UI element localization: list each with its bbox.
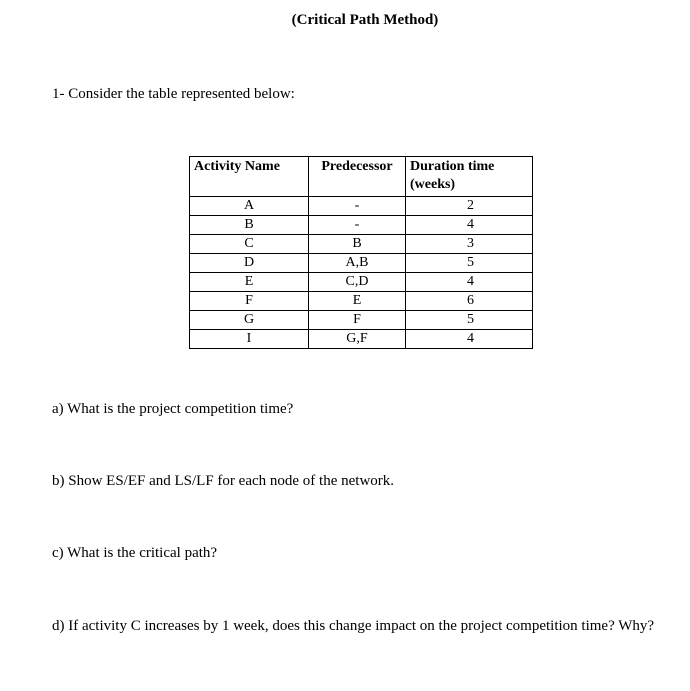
- cell-activity: B: [190, 216, 309, 235]
- table-row: [190, 235, 533, 254]
- cell-duration: 3: [406, 235, 533, 254]
- cell-activity: F: [190, 292, 309, 311]
- cell-predecessor: C,D: [309, 273, 406, 292]
- header-duration: Duration time (weeks): [406, 157, 533, 197]
- header-predecessor: Predecessor: [309, 157, 406, 197]
- question-b: b) Show ES/EF and LS/LF for each node of the network.: [52, 473, 395, 489]
- cell-predecessor: B: [309, 235, 406, 254]
- cell-duration: 4: [406, 330, 533, 349]
- cell-predecessor: F: [309, 311, 406, 330]
- cell-duration: 5: [406, 311, 533, 330]
- cell-activity: A: [190, 197, 309, 216]
- cell-predecessor: -: [309, 216, 406, 235]
- intro-text: 1- Consider the table represented below:: [52, 86, 295, 102]
- cell-activity: C: [190, 235, 309, 254]
- cell-duration: 4: [406, 216, 533, 235]
- question-a: a) What is the project competition time?: [52, 401, 294, 417]
- cell-activity: E: [190, 273, 309, 292]
- cell-duration: 6: [406, 292, 533, 311]
- question-d: d) If activity C increases by 1 week, does this change impact on the project competition time? Why?: [52, 618, 655, 634]
- cell-predecessor: E: [309, 292, 406, 311]
- cell-activity: G: [190, 311, 309, 330]
- table-header-row: [190, 157, 533, 197]
- table-row: [190, 216, 533, 235]
- cell-activity: D: [190, 254, 309, 273]
- table-row: [190, 330, 533, 349]
- table-row: [190, 292, 533, 311]
- cell-predecessor: A,B: [309, 254, 406, 273]
- table-row: [190, 254, 533, 273]
- page-title: (Critical Path Method): [291, 12, 439, 28]
- cell-duration: 4: [406, 273, 533, 292]
- cell-predecessor: G,F: [309, 330, 406, 349]
- cell-activity: I: [190, 330, 309, 349]
- question-c: c) What is the critical path?: [52, 545, 218, 561]
- cell-duration: 5: [406, 254, 533, 273]
- header-activity: Activity Name: [190, 157, 309, 197]
- cell-predecessor: -: [309, 197, 406, 216]
- activity-table: [189, 156, 533, 349]
- table-row: [190, 197, 533, 216]
- table-row: [190, 273, 533, 292]
- cell-duration: 2: [406, 197, 533, 216]
- table-row: [190, 311, 533, 330]
